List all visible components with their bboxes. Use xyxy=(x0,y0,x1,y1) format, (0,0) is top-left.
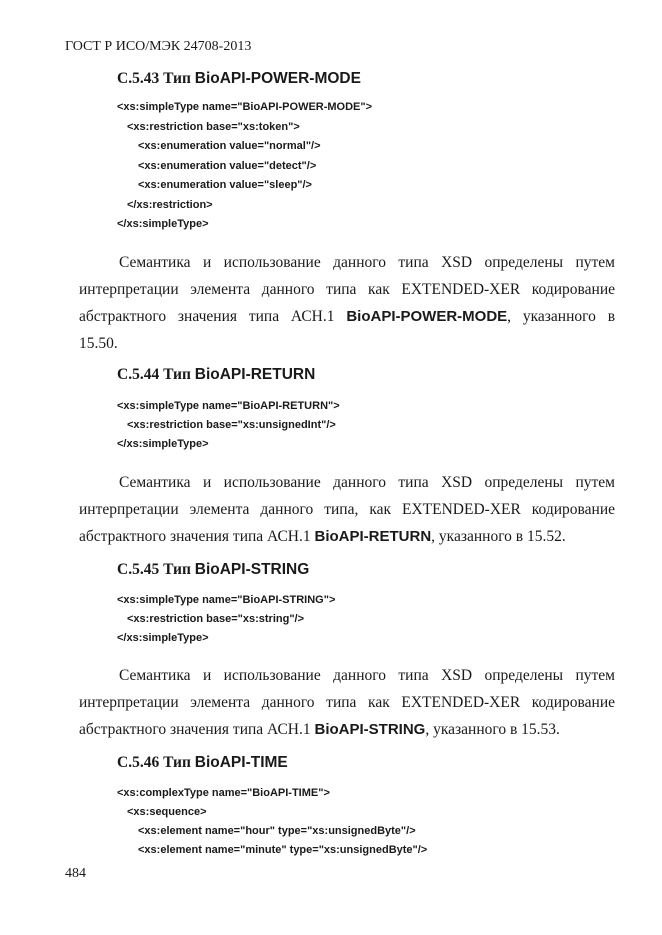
paragraph-line: интерпретации элемента данного типа, как EXTENDED-XER кодирование xyxy=(79,501,615,518)
section-number: С.5.45 Тип xyxy=(117,561,191,578)
code-line: <xs:simpleType name="BioAPI-STRING"> xyxy=(117,594,336,606)
code-line: </xs:simpleType> xyxy=(117,218,209,230)
paragraph-line: Семантика и использование данного типа XSD определены путем xyxy=(119,667,615,684)
paragraph-line: интерпретации элемента данного типа как EXTENDED-XER кодирование xyxy=(79,281,615,298)
paragraph-text: , указанного в 15.53. xyxy=(425,721,560,738)
paragraph-text: абстрактного значения типа АСН.1 xyxy=(79,308,335,325)
type-name-keyword: BioAPI-POWER-MODE xyxy=(346,308,508,325)
code-line: <xs:element name="minute" type="xs:unsignedByte"/> xyxy=(138,844,428,856)
paragraph-text: абстрактного значения типа АСН.1 xyxy=(79,528,315,545)
semantics-paragraph-string xyxy=(79,662,615,743)
semantics-paragraph-power-mode xyxy=(79,249,615,357)
code-line: <xs:simpleType name="BioAPI-RETURN"> xyxy=(117,400,340,412)
paragraph-line: 15.50. xyxy=(79,335,118,352)
semantics-paragraph-return xyxy=(79,469,615,550)
section-type-name: BioAPI-TIME xyxy=(194,754,288,771)
paragraph-line: интерпретации элемента данного типа как EXTENDED-XER кодирование xyxy=(79,694,615,711)
paragraph-line xyxy=(79,303,615,330)
code-line: <xs:enumeration value="sleep"/> xyxy=(138,179,312,191)
section-number: С.5.43 Тип xyxy=(117,70,191,87)
code-line: <xs:sequence> xyxy=(127,806,207,818)
paragraph-line: Семантика и использование данного типа XSD определены путем xyxy=(119,254,615,271)
code-line: <xs:enumeration value="normal"/> xyxy=(138,140,321,152)
code-line: <xs:element name="hour" type="xs:unsignedByte"/> xyxy=(138,825,416,837)
code-line: <xs:restriction base="xs:string"/> xyxy=(127,613,305,625)
section-type-name: BioAPI-RETURN xyxy=(194,366,316,383)
code-line: <xs:complexType name="BioAPI-TIME"> xyxy=(117,787,330,799)
code-line: <xs:simpleType name="BioAPI-POWER-MODE"> xyxy=(117,101,373,113)
code-line: <xs:restriction base="xs:unsignedInt"/> xyxy=(127,419,336,431)
section-type-name: BioAPI-STRING xyxy=(194,561,310,578)
section-heading-power-mode xyxy=(117,70,361,88)
paragraph-line xyxy=(79,523,615,550)
paragraph-text: абстрактного значения типа АСН.1 xyxy=(79,721,315,738)
section-heading-string xyxy=(117,561,309,579)
code-line: </xs:simpleType> xyxy=(117,632,209,644)
section-heading-time xyxy=(117,754,288,772)
paragraph-line: Семантика и использование данного типа XSD определены путем xyxy=(119,474,615,491)
section-type-name: BioAPI-POWER-MODE xyxy=(194,70,361,87)
section-heading-return xyxy=(117,366,315,384)
section-number: С.5.46 Тип xyxy=(117,754,191,771)
code-line: </xs:restriction> xyxy=(127,199,213,211)
paragraph-text: , указанного в 15.52. xyxy=(431,528,566,545)
type-name-keyword: BioAPI-STRING xyxy=(314,721,426,738)
document-header: ГОСТ Р ИСО/МЭК 24708-2013 xyxy=(65,39,252,54)
code-line: </xs:simpleType> xyxy=(117,438,209,450)
type-name-keyword: BioAPI-RETURN xyxy=(314,528,432,545)
paragraph-text: , указанного в xyxy=(507,308,616,325)
code-line: <xs:enumeration value="detect"/> xyxy=(138,160,317,172)
section-number: С.5.44 Тип xyxy=(117,366,191,383)
page-number: 484 xyxy=(65,866,86,881)
code-line: <xs:restriction base="xs:token"> xyxy=(127,121,300,133)
paragraph-line xyxy=(79,716,615,743)
